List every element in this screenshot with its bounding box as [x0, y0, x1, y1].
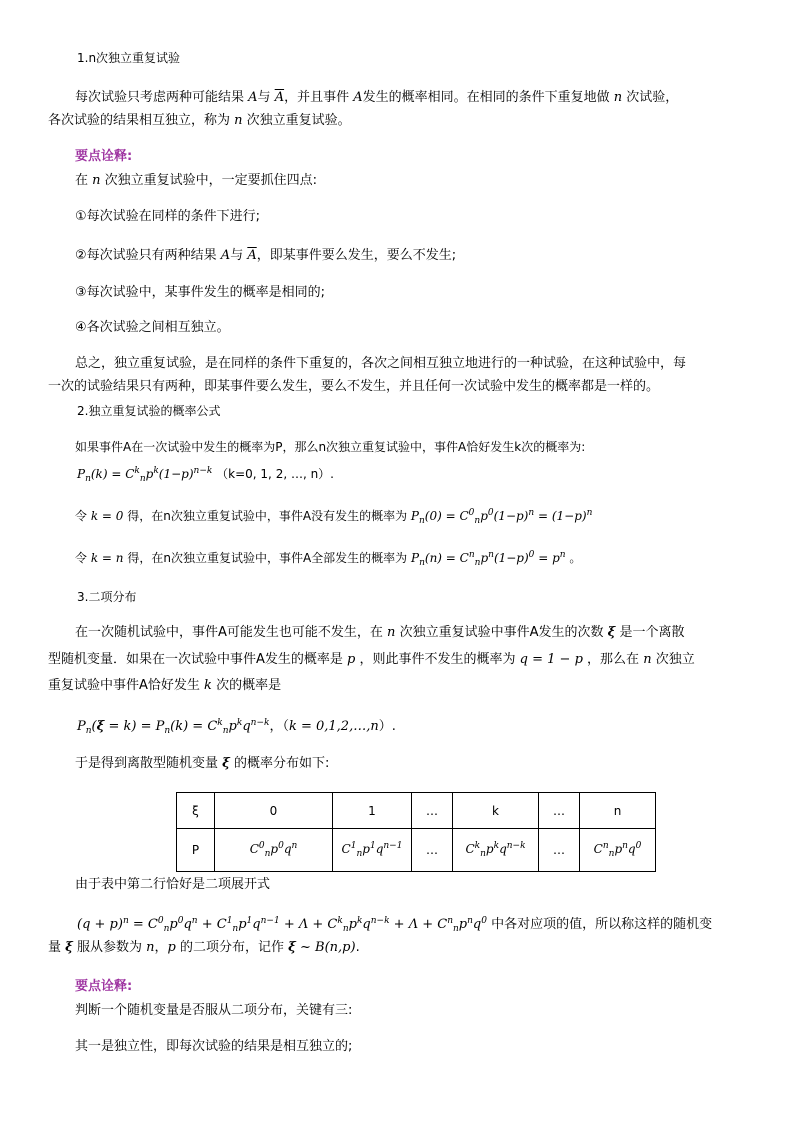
table-cell: P — [177, 829, 215, 872]
table-row — [177, 829, 656, 872]
table-cell: $C^k_np^kq^{n-k}$ — [453, 829, 539, 872]
distribution-table — [176, 792, 656, 872]
table-cell: $C^1_np^1q^{n-1}$ — [333, 829, 412, 872]
table-cell: 1 — [333, 793, 412, 829]
table-cell: … — [539, 793, 580, 829]
table-cell: … — [412, 829, 453, 872]
table-cell: n — [580, 793, 656, 829]
key-points-label: 要点诠释: — [75, 149, 133, 164]
s2-k-zero: 令 k = 0 得，在n次独立重复试验中，事件A没有发生的概率为 $P_n(0) = C^0_np^0(1-p)^n = (1-p)^n$ — [75, 508, 593, 526]
table-cell: $C^n_np^nq^0$ — [580, 829, 656, 872]
s1-definition-line2: 各次试验的结果相互独立，称为 n 次独立重复试验。 — [48, 113, 351, 128]
s1-definition-line1: 每次试验只考虑两种可能结果 A与 $\overline{A}$，并且事件 A发生的概率相同。在相同的条件下重复地做 n 次试验， — [75, 90, 679, 105]
key-points-intro: 在 n 次独立重复试验中，一定要抓住四点: — [75, 173, 318, 188]
table-cell: k — [453, 793, 539, 829]
s3-para-line1: 在一次随机试验中，事件A可能发生也可能不发生，在 n 次独立重复试验中事件A发生的次数 ξ 是一个离散 — [75, 625, 685, 640]
s2-definition: 如果事件A在一次试验中发生的概率为P，那么n次独立重复试验中，事件A恰好发生k次的概率为: — [75, 440, 586, 454]
s3-para-line3: 重复试验中事件A恰好发生 k 次的概率是 — [48, 678, 282, 693]
s3-expansion: $(q + p)^n = C^0_np^0q^n + C^1_np^1q^{n-1} + \Lambda + C^k_np^kq^{n-k} + \Lambda + C^n_np^nq^0$ 中各对应项的值，所以称这样的随机变 — [77, 916, 713, 934]
first-point: 其一是独立性，即每次试验的结果是相互独立的; — [75, 1039, 353, 1054]
s2-formula: $P_n(k) = C^k_np^k(1-p)^{n-k}$ （k=0, 1, 2, …, n）. — [77, 466, 335, 484]
table-cell: ξ — [177, 793, 215, 829]
point-2: ②每次试验只有两种结果 A与 $\overline{A}$，即某事件要么发生，要么不发生; — [75, 248, 457, 263]
table-cell: $C^0_np^0q^n$ — [215, 829, 333, 872]
s3-conclusion: 量 ξ 服从参数为 n，p 的二项分布，记作 ξ ~ B(n,p). — [48, 940, 360, 955]
section1-title: 1.n次独立重复试验 — [77, 51, 181, 65]
s3-after-table: 由于表中第二行恰好是二项展开式 — [75, 877, 271, 892]
section2-title: 2.独立重复试验的概率公式 — [77, 404, 221, 418]
point-4: ④各次试验之间相互独立。 — [75, 320, 230, 335]
table-cell: … — [539, 829, 580, 872]
table-cell: … — [412, 793, 453, 829]
summary-line1: 总之，独立重复试验，是在同样的条件下重复的，各次之间相互独立地进行的一种试验，在这种试验中，每 — [75, 356, 687, 371]
table-row — [177, 793, 656, 829]
s3-para-line2: 型随机变量．如果在一次试验中事件A发生的概率是 p ，则此事件不发生的概率为 q = 1 − p ，那么在 n 次独立 — [48, 652, 695, 667]
point-1: ①每次试验在同样的条件下进行; — [75, 209, 261, 224]
s3-dist-intro: 于是得到离散型随机变量 ξ 的概率分布如下: — [75, 756, 330, 771]
judge-line: 判断一个随机变量是否服从二项分布，关键有三: — [75, 1003, 353, 1018]
table-cell: 0 — [215, 793, 333, 829]
section3-title: 3.二项分布 — [77, 590, 137, 604]
s2-k-n: 令 k = n 得，在n次独立重复试验中，事件A全部发生的概率为 $P_n(n) = C^n_np^n(1-p)^0 = p^n$ 。 — [75, 550, 582, 568]
summary-line2: 一次的试验结果只有两种，即某事件要么发生，要么不发生，并且任何一次试验中发生的概率都是一样的。 — [48, 379, 660, 394]
point-3: ③每次试验中，某事件发生的概率是相同的; — [75, 285, 326, 300]
key-points-label-2: 要点诠释: — [75, 979, 133, 994]
s3-binomial-formula: $P_n(\xi = k) = P_n(k) = C^k_np^kq^{n-k}$，（k = 0,1,2,…,n）. — [77, 718, 396, 736]
